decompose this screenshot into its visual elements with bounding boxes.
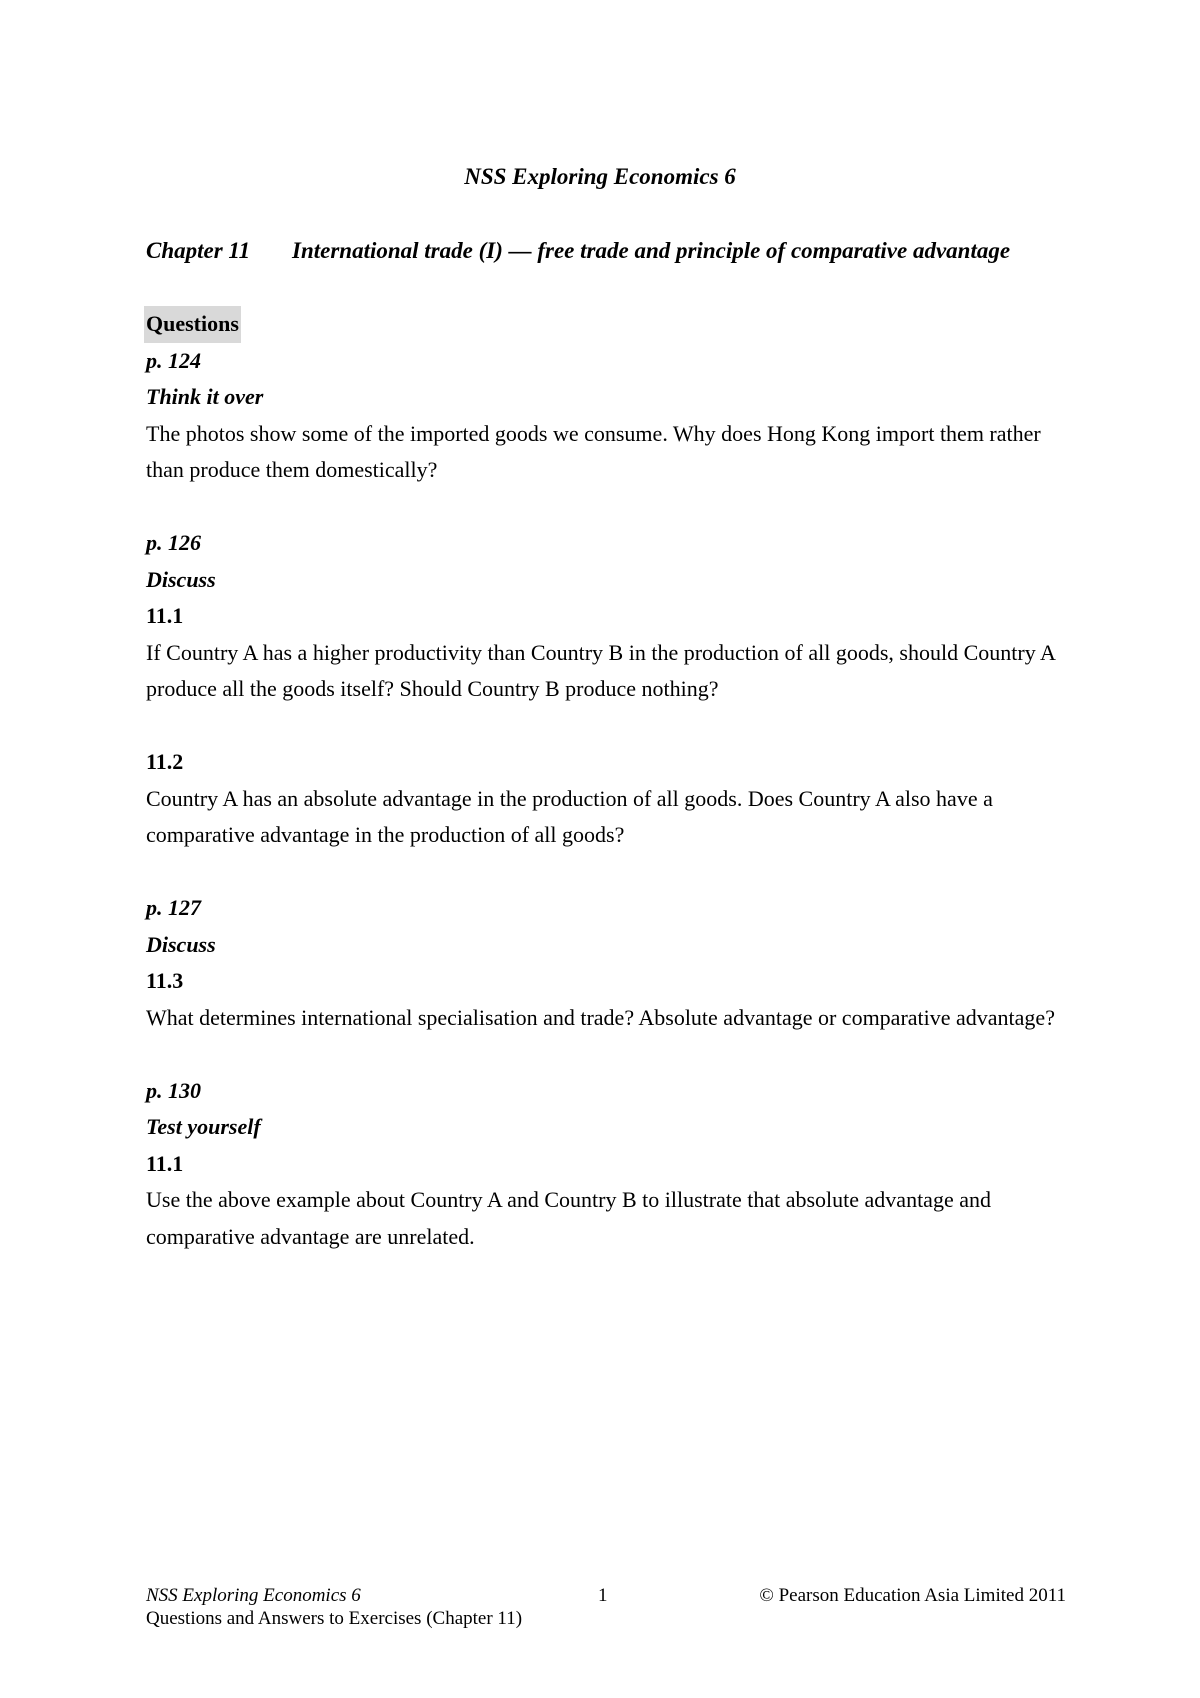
footer-subtitle: Questions and Answers to Exercises (Chapter 11) <box>146 1608 523 1629</box>
page-reference: p. 124 <box>146 347 201 373</box>
chapter-heading <box>146 234 1096 268</box>
page-reference: p. 127 <box>146 895 201 920</box>
footer-page-number: 1 <box>598 1585 608 1606</box>
question-text: Use the above example about Country A and Country B to illustrate that absolute advantage and comparative advantage are unrelated. <box>146 1187 991 1249</box>
page-footer <box>146 1585 1066 1635</box>
question-number: 11.1 <box>146 1150 184 1176</box>
page-reference: p. 130 <box>146 1077 201 1103</box>
chapter-number: Chapter 11 <box>146 238 251 263</box>
activity-label: Discuss <box>146 566 216 592</box>
question-text: The photos show some of the imported goods we consume. Why does Hong Kong import them rather than produce them domestically? <box>146 420 1041 482</box>
question-number: 11.1 <box>146 603 184 628</box>
activity-label: Think it over <box>146 384 264 409</box>
question-text: What determines international specialisation and trade? Absolute advantage or comparative advantage? <box>146 1004 1055 1030</box>
footer-copyright: © Pearson Education Asia Limited 2011 <box>759 1585 1066 1606</box>
question-text: Country A has an absolute advantage in the production of all goods. Does Country A also have a comparative advantage in the production of all goods? <box>146 785 993 847</box>
questions-content <box>146 306 1076 1255</box>
activity-label: Discuss <box>146 931 216 957</box>
page-reference: p. 126 <box>146 530 201 555</box>
activity-label: Test yourself <box>146 1114 261 1139</box>
footer-book-title: NSS Exploring Economics 6 <box>146 1585 361 1606</box>
question-number: 11.3 <box>146 968 184 993</box>
question-text: If Country A has a higher productivity than Country B in the production of all goods, should Country A produce all the goods itself? Should Country B produce nothing? <box>146 639 1055 701</box>
question-number: 11.2 <box>146 749 184 774</box>
chapter-title: International trade (I) — free trade and principle of comparative advantage <box>292 238 1011 263</box>
questions-heading: Questions <box>144 306 241 343</box>
document-title: NSS Exploring Economics 6 <box>464 164 736 189</box>
